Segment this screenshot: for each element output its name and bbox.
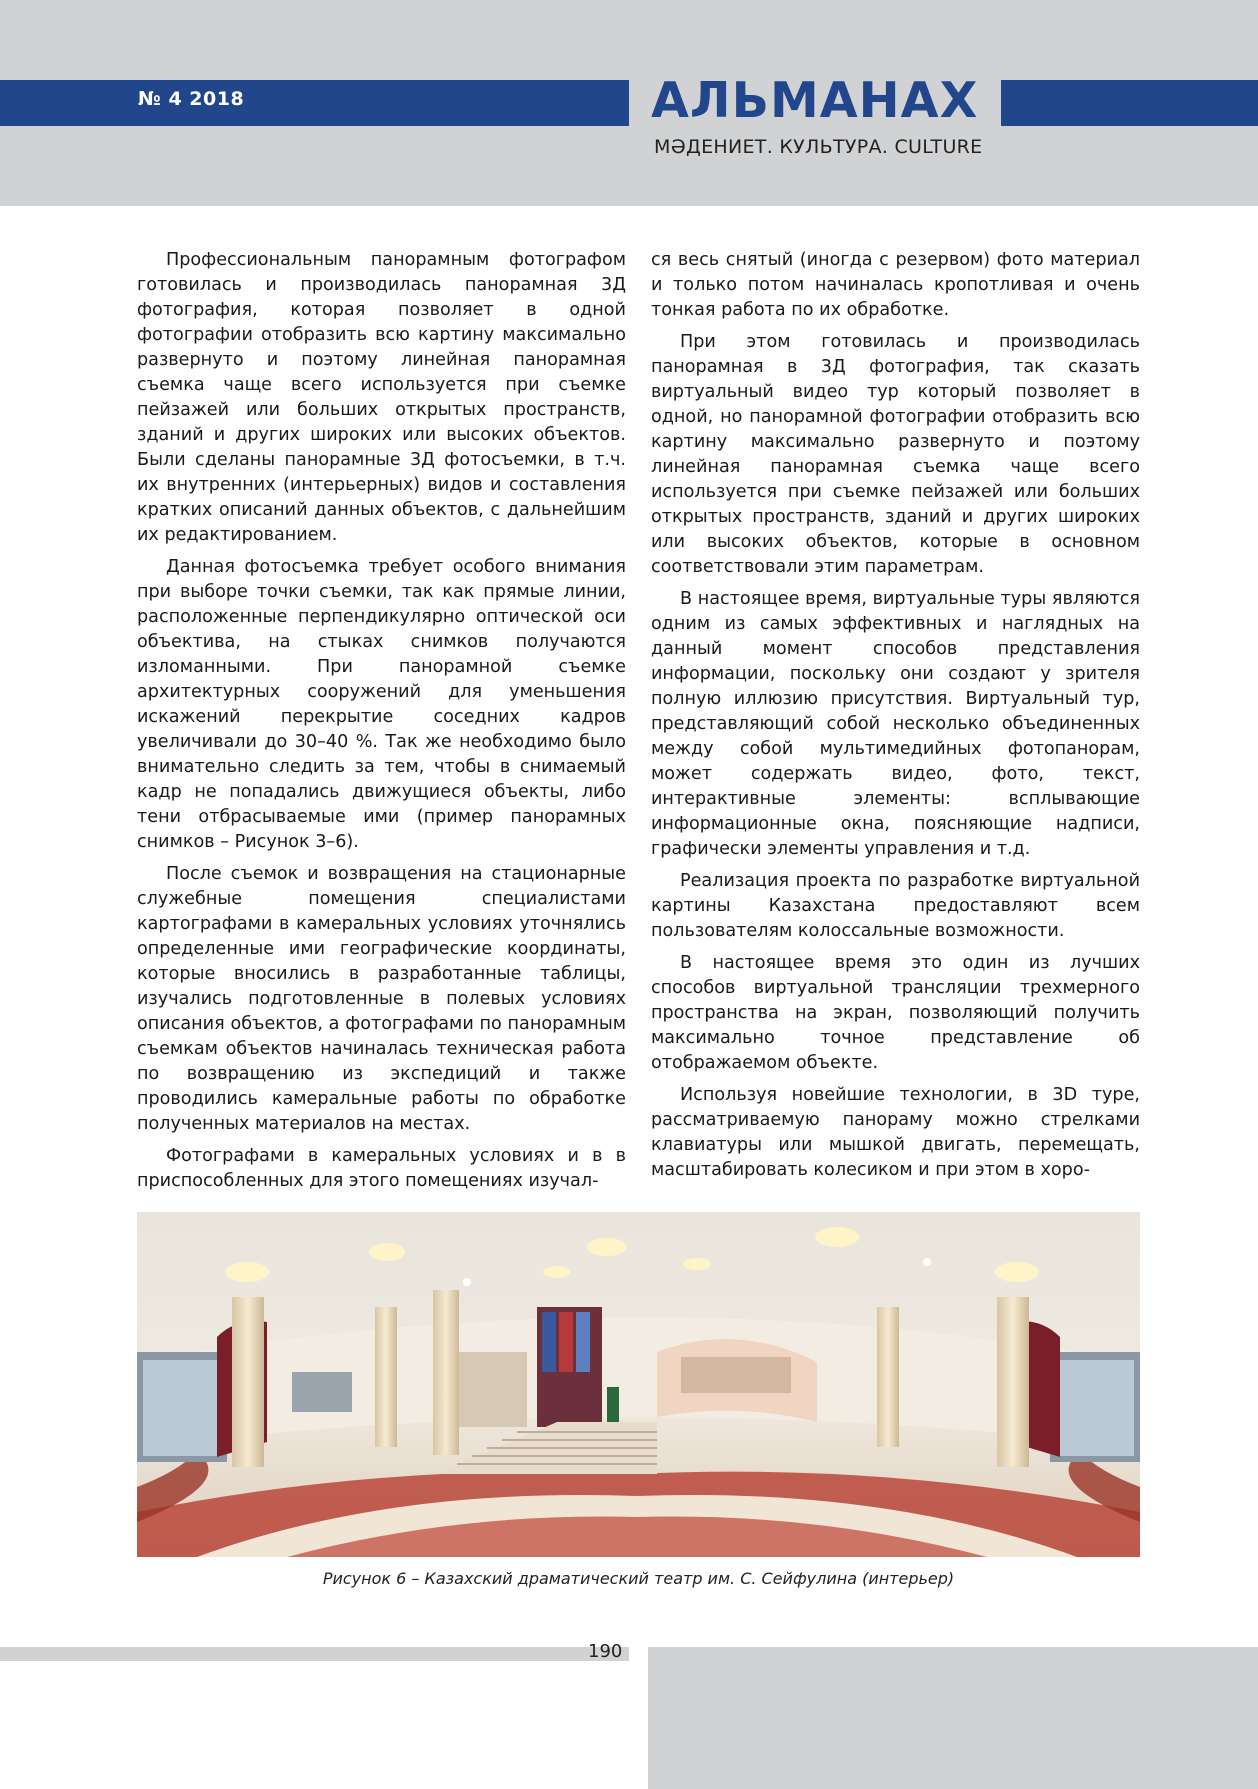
figure-caption: Рисунок 6 – Казахский драматический театр им. С. Сейфулина (интерьер) <box>322 1569 955 1588</box>
left-paragraph-2: Данная фотосъемка требует особого внимания при выборе точки съемки, так как прямые линии, расположенные перпендикулярно оптической оси объектива, на стыках снимков получаются изломанными. При панорамной съемке архитектурных сооружений для уменьшения искажений перекрытие соседних кадров увеличивали до 30–40 %. Так же необходимо было внимательно следить за тем, чтобы в снимаемый кадр не попадались движущиеся объекты, либо тени отбрасываемые ими (пример панорамных снимков – Рисунок 3–6). <box>137 557 626 852</box>
footer-band-left <box>0 1647 629 1661</box>
header-blue-bar-right <box>1001 80 1258 126</box>
masthead-title: АЛЬМАНАХ <box>651 72 979 129</box>
left-column <box>137 248 626 1201</box>
right-column <box>651 248 1140 1190</box>
panorama-photo <box>137 1212 1140 1557</box>
header-blue-bar-left <box>0 80 629 126</box>
right-paragraph-1: При этом готовилась и производилась панорамная в 3Д фотография, так сказать виртуальный видео тур который позволяет в одной, но панорамной фотографии отобразить всю картину максимально развернуто и поэтому линейная панорамная съемка чаще всего используется при съемке пейзажей или больших открытых пространств, зданий и других широких или высоких объектов, которые в основном соответствовали этим параметрам. <box>651 332 1140 577</box>
left-paragraph-3: После съемок и возвращения на стационарные служебные помещения специалистами картографами в камеральных условиях уточнялись определенные ими географические координаты, которые вносились в разработанные таблицы, изучались подготовленные в полевых условиях описания объектов, а фотографами по панорамным съемкам объектов начиналась техническая работа по возвращению из экспедиций и также проводились камеральные работы по обработке полученных материалов на местах. <box>137 864 626 1134</box>
left-paragraph-1: Профессиональным панорамным фотографом готовилась и производилась панорамная 3Д фотография, которая позволяет в одной фотографии отобразить всю картину максимально развернуто и поэтому линейная панорамная съемка чаще всего используется при съемке пейзажей или больших открытых пространств, зданий и других широких или высоких объектов. Были сделаны панорамные 3Д фотосъемки, в т.ч. их внутренних (интерьерных) видов и составления кратких описаний данных объектов, с дальнейшим их редактированием. <box>137 250 626 545</box>
left-paragraph-4: Фотографами в камеральных условиях и в в приспособленных для этого помещениях изучал- <box>137 1146 626 1191</box>
masthead-subtitle: МӘДЕНИЕТ. КУЛЬТУРА. CULTURE <box>654 136 983 158</box>
page-number: 190 <box>588 1641 623 1662</box>
right-paragraph-4: В настоящее время это один из лучших способов виртуальной трансляции трехмерного пространства на экран, позволяющий получить максимально точное представление об отображаемом объекте. <box>651 953 1140 1073</box>
right-paragraph-continuation: ся весь снятый (иногда с резервом) фото материал и только потом начиналась кропотливая и очень тонкая работа по их обработке. <box>651 250 1140 320</box>
issue-number: № 4 2018 <box>138 88 245 110</box>
right-paragraph-5: Используя новейшие технологии, в 3D туре, рассматриваемую панораму можно стрелками клавиатуры или мышкой двигать, перемещать, масштабировать колесиком и при этом в хоро- <box>651 1085 1140 1180</box>
footer-band-right <box>648 1647 1258 1789</box>
right-paragraph-3: Реализация проекта по разработке виртуальной картины Казахстана предоставляют всем пользователям колоссальные возможности. <box>651 871 1140 941</box>
right-paragraph-2: В настоящее время, виртуальные туры являются одним из самых эффективных и наглядных на данный момент способов представления информации, поскольку они создают у зрителя полную иллюзию присутствия. Виртуальный тур, представляющий собой несколько объединенных между собой мультимедийных фотопанорам, может содержать видео, фото, текст, интерактивные элементы: всплывающие информационные окна, поясняющие надписи, графически элементы управления и т.д. <box>651 589 1140 859</box>
